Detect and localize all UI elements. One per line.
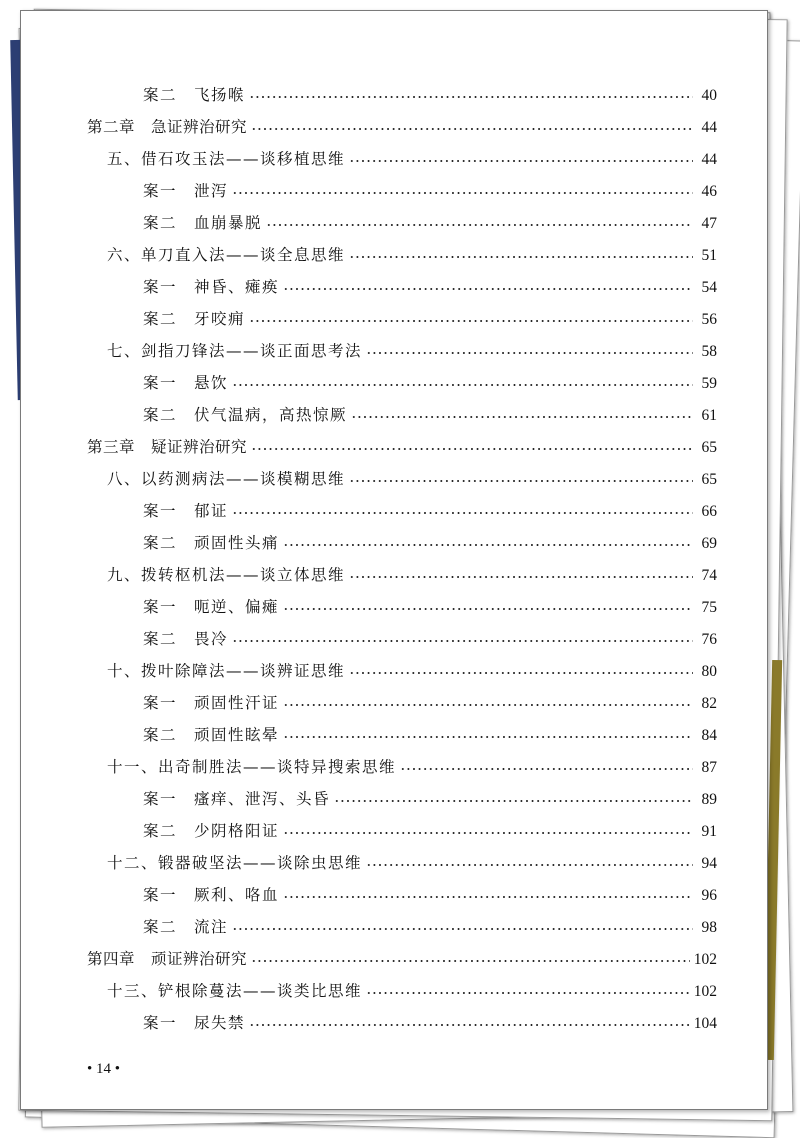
toc-entry-title: 第二章 急证辨治研究 <box>87 118 248 136</box>
toc-entry-page: 89 <box>701 791 717 808</box>
toc-entry-page: 40 <box>701 87 717 104</box>
leader-dots <box>283 832 693 834</box>
leader-dots <box>400 768 693 770</box>
toc-case-entry <box>143 273 717 301</box>
leader-dots <box>349 256 693 258</box>
leader-dots <box>283 288 693 290</box>
leader-dots <box>232 640 693 642</box>
toc-entry-page: 51 <box>701 247 717 264</box>
toc-entry-title: 十二、锻器破坚法——谈除虫思维 <box>107 854 363 872</box>
toc-entry-title: 案二 流注 <box>143 918 229 936</box>
toc-entry-title: 七、剑指刀锋法——谈正面思考法 <box>107 342 363 360</box>
toc-case-entry <box>143 529 717 557</box>
toc-entry-title: 十三、铲根除蔓法——谈类比思维 <box>107 982 363 1000</box>
toc-entry-page: 47 <box>701 215 717 232</box>
leader-dots <box>249 320 693 322</box>
leader-dots <box>249 1024 690 1026</box>
toc-chapter-entry <box>87 433 717 461</box>
toc-case-entry <box>143 721 717 749</box>
toc-entry-title: 案二 少阴格阳证 <box>143 822 280 840</box>
toc-chapter-entry <box>87 113 717 141</box>
toc-entry-page: 61 <box>701 407 717 424</box>
page-number: • 14 • <box>87 1061 121 1077</box>
toc-entry-title: 案一 厥利、咯血 <box>143 886 280 904</box>
document-page <box>20 10 768 1110</box>
toc-entry-title: 案一 悬饮 <box>143 374 229 392</box>
toc-entry-title: 案一 呃逆、偏瘫 <box>143 598 280 616</box>
leader-dots <box>249 96 693 98</box>
leader-dots <box>349 160 693 162</box>
toc-case-entry <box>143 369 717 397</box>
toc-entry-page: 102 <box>693 983 717 1000</box>
toc-entry-title: 案二 伏气温病，高热惊厥 <box>143 406 348 424</box>
toc-case-entry <box>143 625 717 653</box>
leader-dots <box>283 704 693 706</box>
leader-dots <box>366 992 690 994</box>
leader-dots <box>366 864 693 866</box>
toc-chapter-entry <box>87 945 717 973</box>
toc-entry-title: 案二 畏冷 <box>143 630 229 648</box>
toc-entry-page: 58 <box>701 343 717 360</box>
toc-entry-page: 75 <box>701 599 717 616</box>
toc-entry-title: 案一 顽固性汗证 <box>143 694 280 712</box>
toc-case-entry <box>143 209 717 237</box>
toc-entry-title: 案二 顽固性眩晕 <box>143 726 280 744</box>
toc-entry-page: 82 <box>701 695 717 712</box>
leader-dots <box>251 128 693 130</box>
toc-entry-page: 96 <box>701 887 717 904</box>
leader-dots <box>351 416 693 418</box>
toc-entry-page: 87 <box>701 759 717 776</box>
toc-entry-title: 案一 神昏、瘫痪 <box>143 278 280 296</box>
toc-entry-page: 102 <box>693 951 717 968</box>
toc-entry-page: 54 <box>701 279 717 296</box>
leader-dots <box>283 544 693 546</box>
toc-section-entry <box>107 465 717 493</box>
leader-dots <box>232 512 693 514</box>
toc-case-entry <box>143 81 717 109</box>
toc-case-entry <box>143 305 717 333</box>
leader-dots <box>349 576 693 578</box>
toc-entry-page: 74 <box>701 567 717 584</box>
toc-entry-title: 六、单刀直入法——谈全息思维 <box>107 246 346 264</box>
toc-case-entry <box>143 1009 717 1037</box>
leader-dots <box>283 896 693 898</box>
toc-case-entry <box>143 177 717 205</box>
toc-entry-title: 案二 顽固性头痛 <box>143 534 280 552</box>
toc-entry-title: 十、拨叶除障法——谈辨证思维 <box>107 662 346 680</box>
toc-entry-page: 104 <box>693 1015 717 1032</box>
leader-dots <box>349 672 693 674</box>
toc-entry-title: 案一 瘙痒、泄泻、头昏 <box>143 790 331 808</box>
toc-entry-page: 59 <box>701 375 717 392</box>
toc-entry-page: 44 <box>701 119 717 136</box>
toc-case-entry <box>143 689 717 717</box>
toc-section-entry <box>107 849 717 877</box>
toc-entry-page: 94 <box>701 855 717 872</box>
leader-dots <box>251 448 693 450</box>
toc-entry-page: 98 <box>701 919 717 936</box>
leader-dots <box>266 224 693 226</box>
toc-entry-title: 案一 郁证 <box>143 502 229 520</box>
toc-section-entry <box>107 337 717 365</box>
toc-entry-title: 案一 尿失禁 <box>143 1014 246 1032</box>
toc-case-entry <box>143 497 717 525</box>
leader-dots <box>366 352 693 354</box>
leader-dots <box>232 192 693 194</box>
toc-entry-title: 十一、出奇制胜法——谈特异搜索思维 <box>107 758 397 776</box>
toc-entry-title: 案二 血崩暴脱 <box>143 214 263 232</box>
leader-dots <box>283 608 693 610</box>
toc-section-entry <box>107 145 717 173</box>
leader-dots <box>232 384 693 386</box>
toc-entry-title: 案一 泄泻 <box>143 182 229 200</box>
toc-section-entry <box>107 241 717 269</box>
toc-case-entry <box>143 401 717 429</box>
toc-entry-title: 案二 牙咬痈 <box>143 310 246 328</box>
toc-entry-page: 65 <box>701 471 717 488</box>
toc-entry-page: 66 <box>701 503 717 520</box>
toc-entry-title: 九、拨转枢机法——谈立体思维 <box>107 566 346 584</box>
toc-case-entry <box>143 913 717 941</box>
toc-entry-page: 46 <box>701 183 717 200</box>
toc-entry-title: 第三章 疑证辨治研究 <box>87 438 248 456</box>
toc-section-entry <box>107 657 717 685</box>
toc-case-entry <box>143 785 717 813</box>
toc-case-entry <box>143 593 717 621</box>
toc-entry-page: 91 <box>701 823 717 840</box>
toc-entry-title: 案二 飞扬喉 <box>143 86 246 104</box>
toc-entry-page: 44 <box>701 151 717 168</box>
toc-entry-page: 69 <box>701 535 717 552</box>
toc-entry-page: 56 <box>701 311 717 328</box>
leader-dots <box>283 736 693 738</box>
toc-entry-title: 八、以药测病法——谈模糊思维 <box>107 470 346 488</box>
leader-dots <box>232 928 693 930</box>
toc-section-entry <box>107 561 717 589</box>
leader-dots <box>251 960 690 962</box>
toc-case-entry <box>143 881 717 909</box>
toc-section-entry <box>107 977 717 1005</box>
leader-dots <box>349 480 693 482</box>
toc-case-entry <box>143 817 717 845</box>
toc-section-entry <box>107 753 717 781</box>
toc-entry-page: 76 <box>701 631 717 648</box>
toc-entry-page: 80 <box>701 663 717 680</box>
leader-dots <box>334 800 693 802</box>
toc-entry-title: 五、借石攻玉法——谈移植思维 <box>107 150 346 168</box>
toc-entry-page: 65 <box>701 439 717 456</box>
toc-entry-title: 第四章 顽证辨治研究 <box>87 950 248 968</box>
toc-entry-page: 84 <box>701 727 717 744</box>
